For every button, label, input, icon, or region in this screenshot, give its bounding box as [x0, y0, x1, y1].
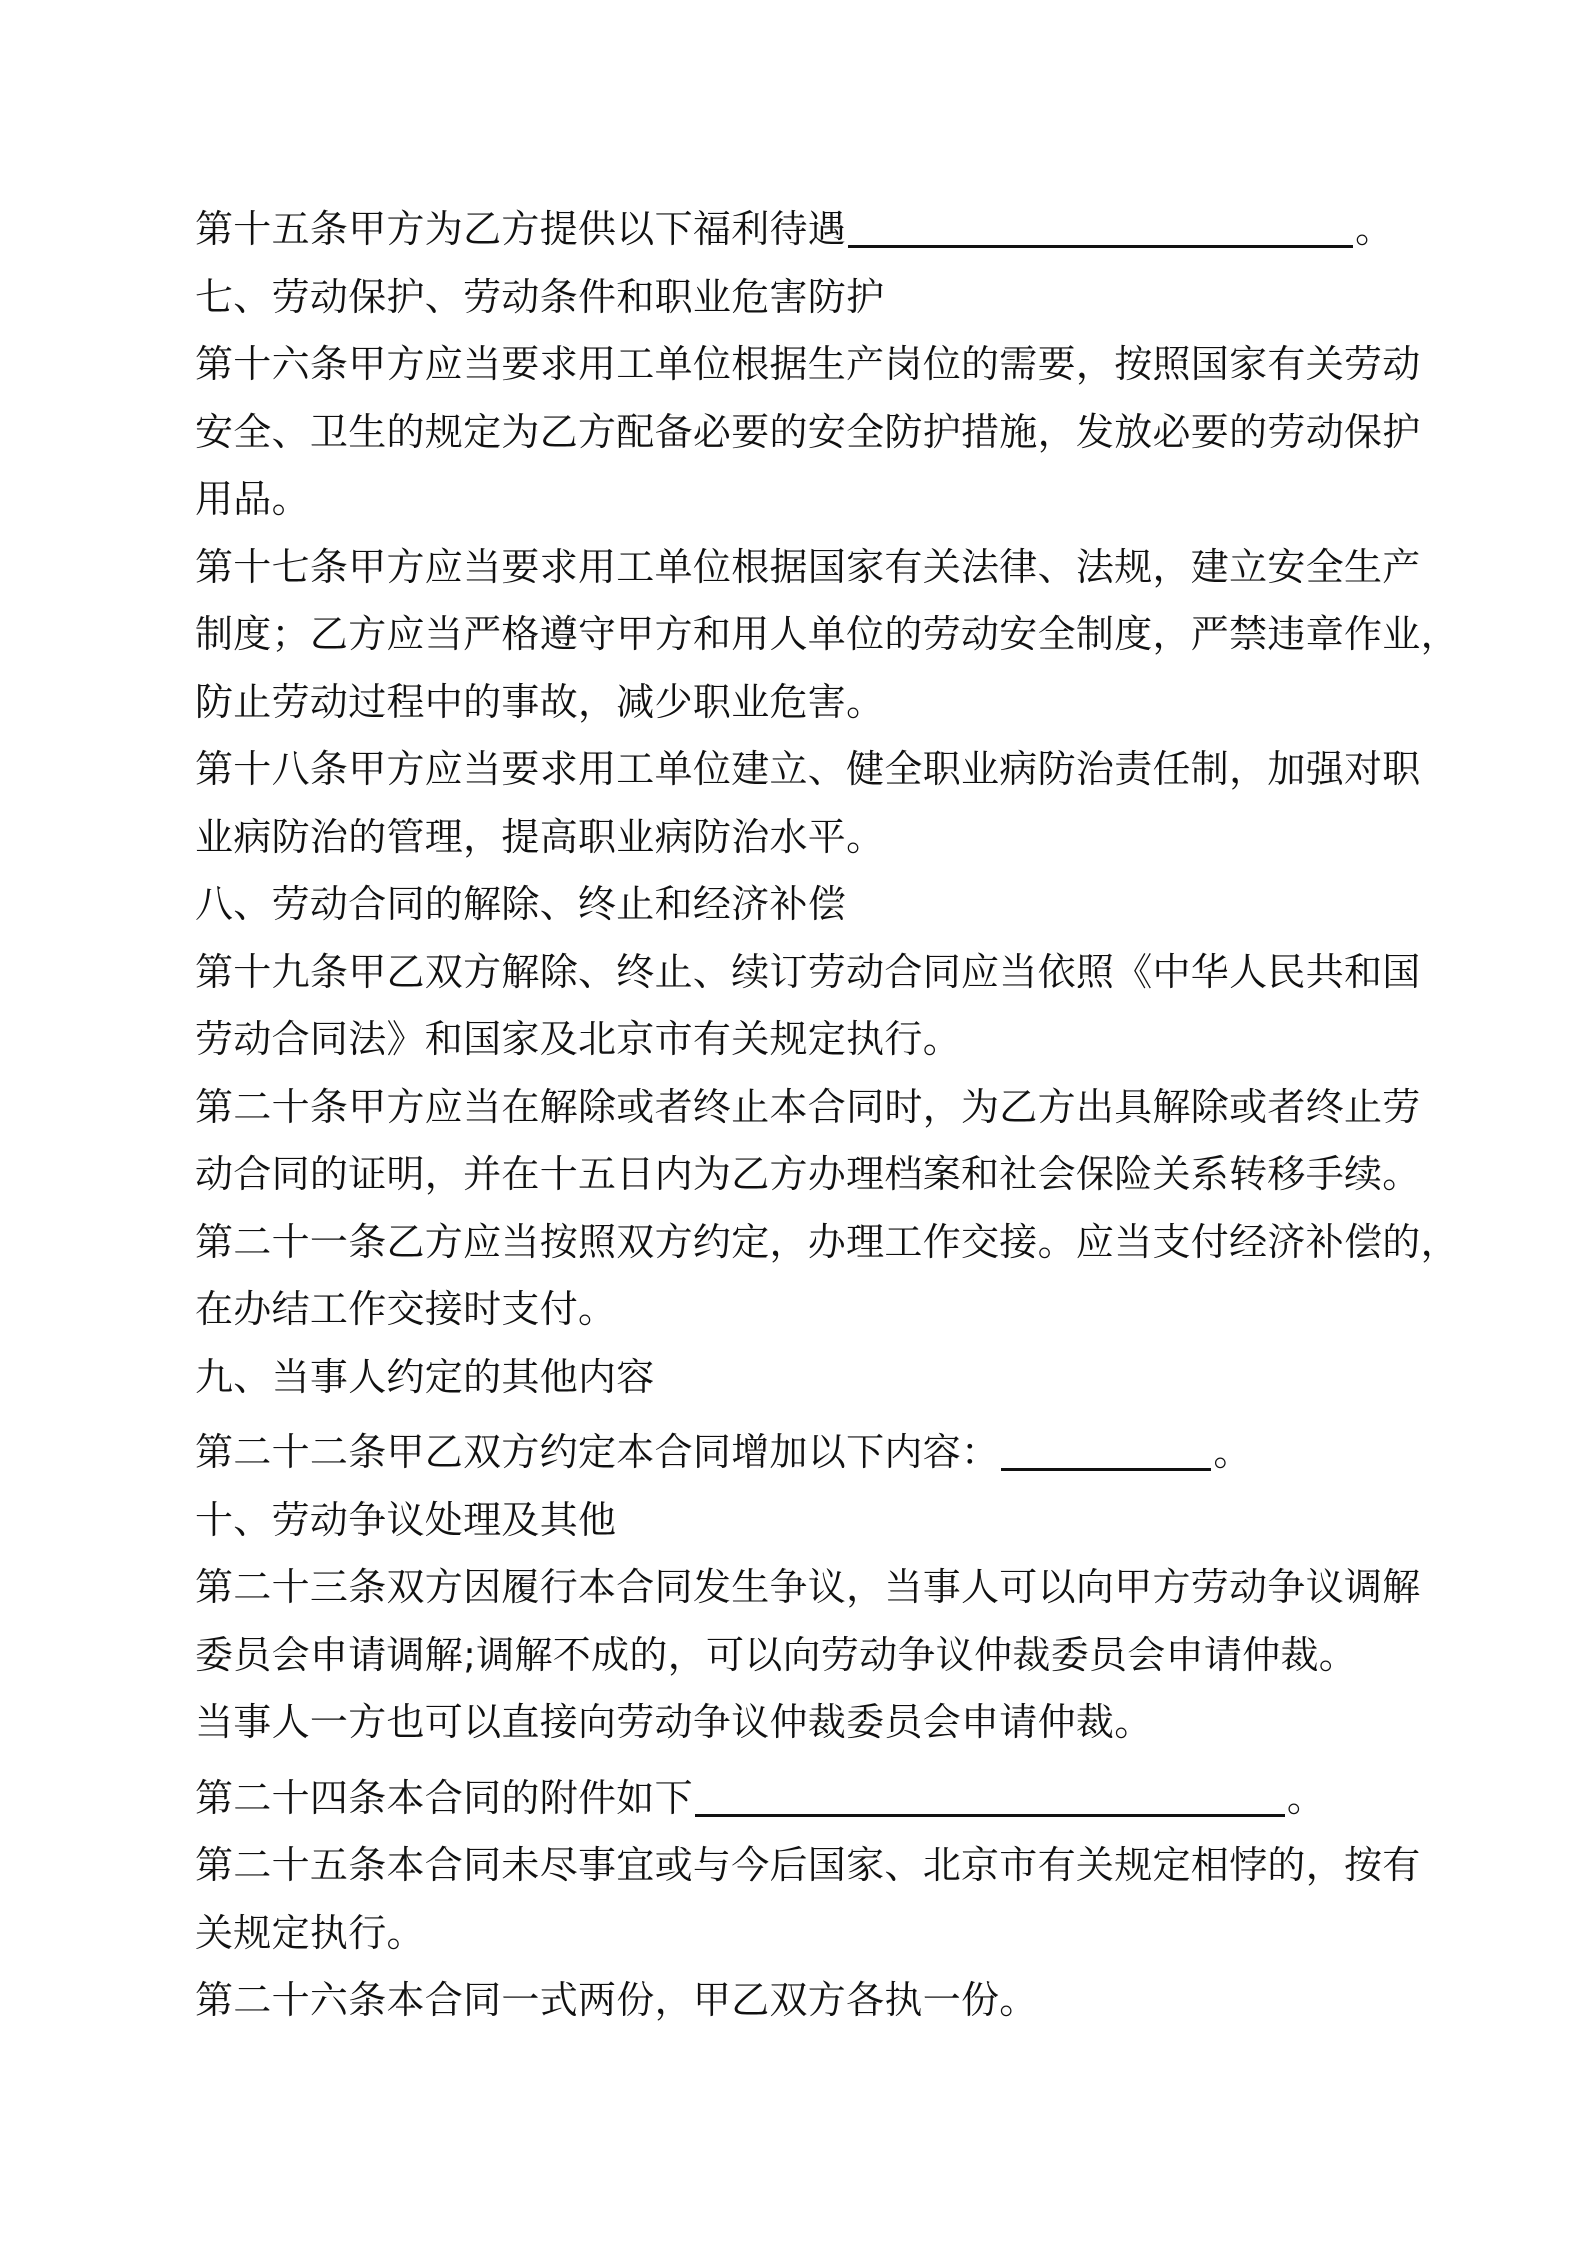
- section-10-heading: 十、劳动争议处理及其他: [195, 1497, 617, 1542]
- article-15-blank-field[interactable]: [848, 209, 1353, 248]
- article-23-line-3: 当事人一方也可以直接向劳动争议仲裁委员会申请仲裁。: [195, 1700, 1153, 1744]
- article-20-line-2: 动合同的证明，并在十五日内为乙方办理档案和社会保险关系转移手续。: [195, 1152, 1421, 1196]
- article-18-line-2: 业病防治的管理，提高职业病防治水平。: [195, 814, 885, 859]
- article-22-end: 。: [1213, 1430, 1252, 1474]
- article-17-line-1: 第十七条甲方应当要求用工单位根据国家有关法律、法规，建立安全生产: [195, 544, 1421, 589]
- article-19-line-2: 劳动合同法》和国家及北京市有关规定执行。: [195, 1017, 962, 1061]
- article-17-line-3: 防止劳动过程中的事故，减少职业危害。: [195, 679, 885, 724]
- article-19-line-1: 第十九条甲乙双方解除、终止、续订劳动合同应当依照《中华人民共和国: [195, 949, 1421, 994]
- article-26-line: 第二十六条本合同一式两份，甲乙双方各执一份。: [195, 1978, 1038, 2022]
- article-15-line: [195, 196, 1435, 264]
- article-15-text: 第十五条甲方为乙方提供以下福利待遇: [195, 207, 847, 251]
- article-16-line-2: 安全、卫生的规定为乙方配备必要的安全防护措施，发放必要的劳动保护: [195, 409, 1421, 454]
- article-21-line-1: 第二十一条乙方应当按照双方约定，办理工作交接。应当支付经济补偿的，: [195, 1219, 1459, 1264]
- article-21-line-2: 在办结工作交接时支付。: [195, 1287, 617, 1331]
- section-8-heading: 八、劳动合同的解除、终止和经济补偿: [195, 882, 847, 926]
- article-22-text: 第二十二条甲乙双方约定本合同增加以下内容：: [195, 1430, 1000, 1474]
- section-9-heading: 九、当事人约定的其他内容: [195, 1354, 655, 1399]
- article-24-end: 。: [1286, 1775, 1326, 1820]
- article-24-line: [195, 1765, 1435, 1833]
- article-24-text: 第二十四条本合同的附件如下: [195, 1775, 693, 1820]
- article-23-line-2: 委员会申请调解;调解不成的，可以向劳动争议仲裁委员会申请仲裁。: [195, 1632, 1358, 1677]
- article-16-line-3: 用品。: [195, 477, 310, 521]
- document-page: [195, 196, 1459, 2035]
- article-23-line-1: 第二十三条双方因履行本合同发生争议，当事人可以向甲方劳动争议调解: [195, 1565, 1421, 1609]
- article-25-line-2: 关规定执行。: [195, 1910, 425, 1955]
- article-24-blank-field[interactable]: [695, 1778, 1285, 1817]
- article-18-line-1: 第十八条甲方应当要求用工单位建立、健全职业病防治责任制，加强对职: [195, 747, 1421, 791]
- article-17-line-2: 制度；乙方应当严格遵守甲方和用人单位的劳动安全制度，严禁违章作业，: [195, 612, 1459, 656]
- article-20-line-1: 第二十条甲方应当在解除或者终止本合同时，为乙方出具解除或者终止劳: [195, 1084, 1421, 1129]
- article-15-end: 。: [1355, 207, 1394, 251]
- article-16-line-1: 第十六条甲方应当要求用工单位根据生产岗位的需要，按照国家有关劳动: [195, 342, 1421, 386]
- article-22-line: [195, 1419, 1435, 1487]
- section-7-heading: 七、劳动保护、劳动条件和职业危害防护: [195, 274, 885, 319]
- article-25-line-1: 第二十五条本合同未尽事宜或与今后国家、北京市有关规定相悖的，按有: [195, 1843, 1421, 1887]
- article-22-blank-field[interactable]: [1001, 1432, 1211, 1471]
